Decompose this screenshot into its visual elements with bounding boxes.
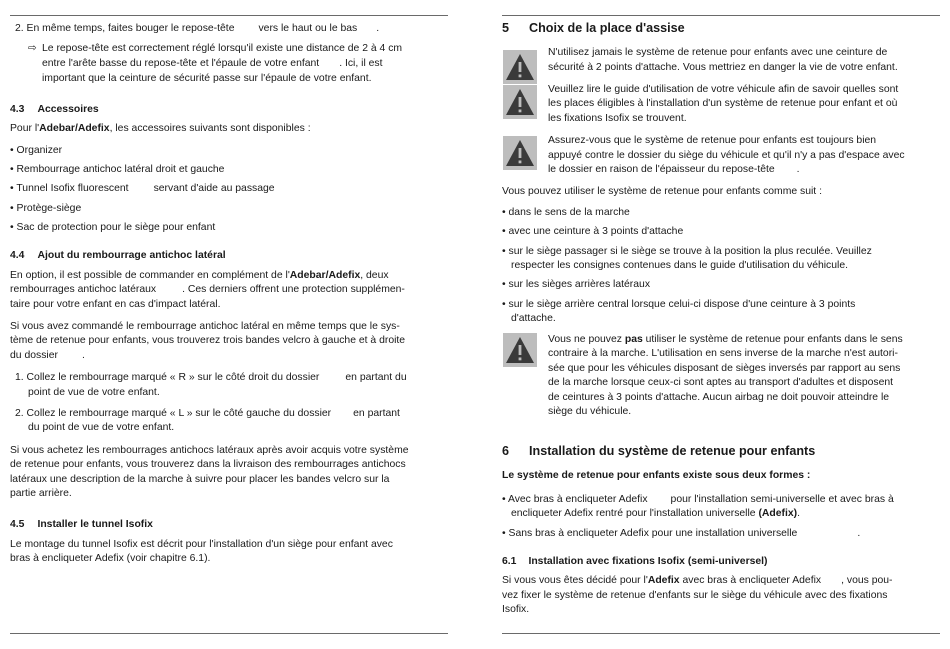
warning-triangle-icon [503, 50, 537, 84]
accessory-protection-bag: • Sac de protection pour le siège pour enfant [10, 222, 216, 233]
warning-1-line2: sécurité à 2 points d'attache. Vous mettriez en danger la vie de votre enfant. [548, 62, 898, 73]
s44-p2-line1: Si vous avez commandé le rembourrage antichoc latéral en même temps que le sys- [10, 321, 400, 332]
s44-p1-line1: En option, il est possible de commander en complément de l'Adebar/Adefix, deux [10, 270, 389, 281]
accessory-isofix-tunnel: • Tunnel Isofix fluorescent servant d'aide au passage [10, 183, 275, 194]
warning-4-line1: Vous ne pouvez pas utiliser le système de retenue pour enfants dans le sens [548, 334, 903, 345]
s45-line1: Le montage du tunnel Isofix est décrit pour l'installation d'un siège pour enfant avec [10, 539, 393, 550]
warning-4-line2: contraire à la marche. L'utilisation en sens inverse de la marche n'est autori- [548, 348, 898, 359]
s44-p1-line3: taire pour votre enfant en cas d'impact latéral. [10, 299, 221, 310]
s44-step2-line1: 2. Collez le rembourrage marqué « L » sur le côté gauche du dossier en partant [15, 408, 400, 419]
right-top-rule [502, 15, 940, 16]
section-5-heading: 5 Choix de la place d'assise [502, 21, 685, 35]
step-2: 2. En même temps, faites bouger le repose-tête vers le haut ou le bas . [15, 23, 380, 34]
usage-rear-side: • sur les sièges arrières latéraux [502, 279, 651, 290]
section-4-5-heading: 4.5 Installer le tunnel Isofix [10, 519, 153, 530]
warning-triangle-icon [503, 333, 537, 367]
right-bottom-rule [502, 633, 940, 634]
form-with-adefix-line2: encliqueter Adefix rentré pour l'installation universelle (Adefix). [511, 508, 801, 519]
s45-line2: bras à encliqueter Adefix (voir chapitre 6.1). [10, 553, 211, 564]
s44-p1-line2: rembourrages antichoc latéraux . Ces derniers offrent une protection supplémen- [10, 284, 405, 295]
warning-triangle-icon [503, 85, 537, 119]
section-4-4-heading: 4.4 Ajout du rembourrage antichoc latéral [10, 250, 226, 261]
form-with-adefix-line1: • Avec bras à encliqueter Adefix pour l'installation semi-universelle et avec bras à [502, 494, 894, 505]
warning-4-line3: sée que pour les véhicules disposant de sièges inversés par rapport au sens [548, 363, 901, 374]
accessory-organizer: • Organizer [10, 145, 63, 156]
usage-rear-center-line1: • sur le siège arrière central lorsque celui-ci dispose d'une ceinture à 3 points [502, 299, 856, 310]
s44-p3-line2: de retenue pour enfants, vous trouverez dans la livraison des rembourrages antichocs [10, 459, 406, 470]
warning-2-line2: les places éligibles à l'installation d'un système de retenue pour enfant et où [548, 98, 898, 109]
s44-step1-line1: 1. Collez le rembourrage marqué « R » sur le côté droit du dossier en partant du [15, 372, 407, 383]
accessory-side-padding: • Rembourrage antichoc latéral droit et gauche [10, 164, 225, 175]
warning-4-line5: de ceintures à 3 points d'attache. Aucun airbag ne doit pouvoir atteindre le [548, 392, 890, 403]
s44-p2-line2: tème de retenue pour enfants, vous trouverez trois bandes velcro à gauche et à droite [10, 335, 406, 346]
usage-rear-center-line2: d'attache. [511, 313, 556, 324]
section-4-3-heading: 4.3 Accessoires [10, 104, 99, 115]
accessory-seat-protector: • Protège-siège [10, 203, 82, 214]
warning-2-line1: Veuillez lire le guide d'utilisation de votre véhicule afin de savoir quelles sont [548, 84, 899, 95]
usage-forward: • dans le sens de la marche [502, 207, 630, 218]
note-line-1: Le repose-tête est correctement réglé lorsqu'il existe une distance de 2 à 4 cm [42, 43, 403, 54]
usage-intro: Vous pouvez utiliser le système de retenue pour enfants comme suit : [502, 186, 822, 197]
left-top-rule [10, 15, 448, 16]
section-6-1-heading: 6.1 Installation avec fixations Isofix (semi-universel) [502, 556, 768, 567]
note-arrow-icon: ⇨ [28, 43, 37, 54]
usage-passenger-line1: • sur le siège passager si le siège se trouve à la position la plus reculée. Veuillez [502, 246, 872, 257]
s44-step1-line2: point de vue de votre enfant. [28, 387, 160, 398]
section-6-heading: 6 Installation du système de retenue pour enfants [502, 444, 816, 458]
accessories-intro: Pour l'Adebar/Adefix, les accessoires suivants sont disponibles : [10, 123, 311, 134]
usage-passenger-line2: respecter les consignes contenues dans le guide d'utilisation du véhicule. [511, 260, 849, 271]
left-bottom-rule [10, 633, 448, 634]
note-line-3: important que la ceinture de sécurité passe sur l'épaule de votre enfant. [42, 73, 372, 84]
s61-line1: Si vous vous êtes décidé pour l'Adefix avec bras à encliqueter Adefix , vous pou- [502, 575, 893, 586]
warning-2-line3: les fixations Isofix se trouvent. [548, 113, 687, 124]
usage-3pt-belt: • avec une ceinture à 3 points d'attache [502, 226, 684, 237]
warning-3-line2: appuyé contre le dossier du siège du véhicule et qu'il n'y a pas d'espace avec [548, 150, 905, 161]
warning-1-line1: N'utilisez jamais le système de retenue pour enfants avec une ceinture de [548, 47, 888, 58]
s61-line3: Isofix. [502, 604, 530, 615]
warning-4-line4: de la marche lorsque ceux-ci sont aptes au transport d'adultes et disposent [548, 377, 894, 388]
s44-step2-line2: du point de vue de votre enfant. [28, 422, 175, 433]
s44-p3-line4: partie arrière. [10, 488, 72, 499]
s61-line2: vez fixer le système de retenue d'enfants sur le siège du véhicule avec des fixations [502, 590, 888, 601]
warning-4-line6: siège du véhicule. [548, 406, 632, 417]
warning-triangle-icon [503, 136, 537, 170]
warning-3-line1: Assurez-vous que le système de retenue pour enfants est toujours bien [548, 135, 877, 146]
warning-3-line3: le dossier en raison de l'épaisseur du repose-tête . [548, 164, 800, 175]
note-line-2: entre l'arête basse du repose-tête et l'épaule de votre enfant . Ici, il est [42, 58, 383, 69]
section-6-subheading: Le système de retenue pour enfants existe sous deux formes : [502, 470, 811, 481]
form-without-adefix: • Sans bras à encliqueter Adefix pour une installation universelle . [502, 528, 861, 539]
s44-p3-line3: latéraux une description de la marche à suivre pour placer les bandes velcro sur la [10, 474, 390, 485]
s44-p3-line1: Si vous achetez les rembourrages antichocs latéraux après avoir acquis votre système [10, 445, 409, 456]
s44-p2-line3: du dossier . [10, 350, 85, 361]
